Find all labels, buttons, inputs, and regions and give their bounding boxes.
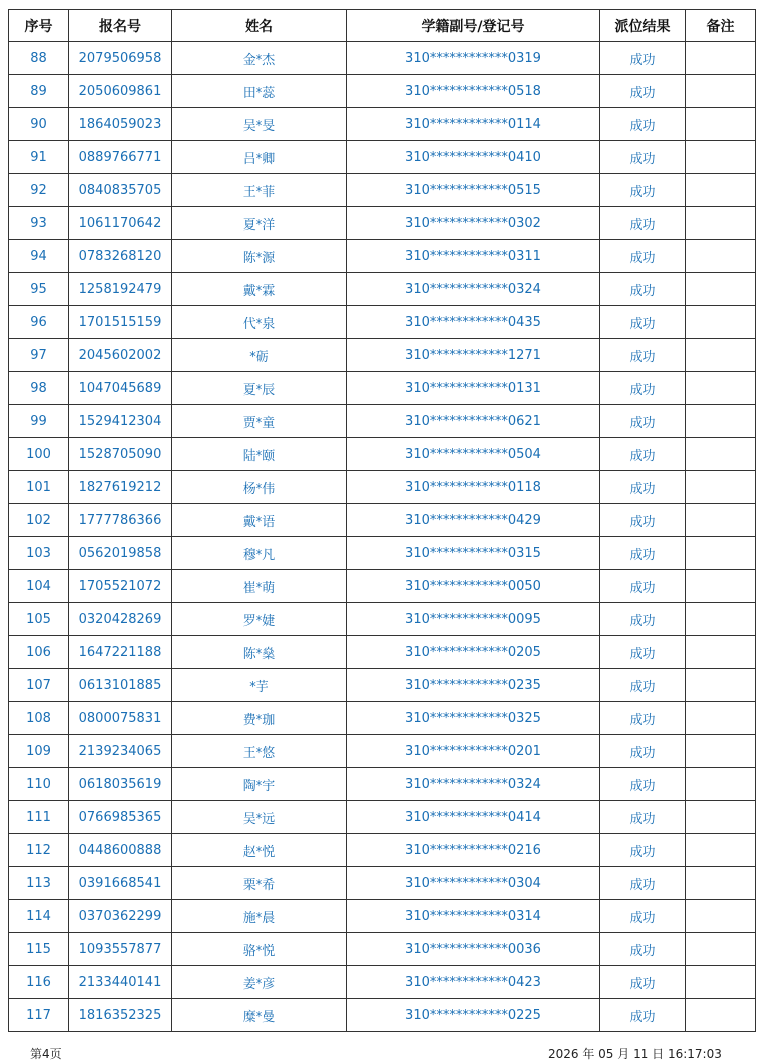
cell-result: 成功 — [600, 42, 686, 75]
cell-name: 吴*远 — [172, 801, 347, 834]
cell-student-id: 310************0504 — [347, 438, 600, 471]
cell-reg-no: 1864059023 — [69, 108, 172, 141]
cell-reg-no: 2045602002 — [69, 339, 172, 372]
cell-note — [686, 504, 756, 537]
cell-student-id: 310************0324 — [347, 273, 600, 306]
cell-name: 穆*凡 — [172, 537, 347, 570]
header-name: 姓名 — [172, 10, 347, 42]
table-row — [9, 735, 756, 768]
cell-note — [686, 207, 756, 240]
cell-seq: 89 — [9, 75, 69, 108]
cell-student-id: 310************0205 — [347, 636, 600, 669]
cell-seq: 115 — [9, 933, 69, 966]
table-row — [9, 966, 756, 999]
header-seq: 序号 — [9, 10, 69, 42]
cell-reg-no: 0800075831 — [69, 702, 172, 735]
table-row — [9, 405, 756, 438]
table-row — [9, 306, 756, 339]
cell-reg-no: 1528705090 — [69, 438, 172, 471]
cell-result: 成功 — [600, 636, 686, 669]
cell-name: 陈*源 — [172, 240, 347, 273]
cell-student-id: 310************0311 — [347, 240, 600, 273]
cell-name: 吕*卿 — [172, 141, 347, 174]
cell-seq: 97 — [9, 339, 69, 372]
cell-note — [686, 471, 756, 504]
cell-reg-no: 0370362299 — [69, 900, 172, 933]
cell-seq: 98 — [9, 372, 69, 405]
cell-seq: 108 — [9, 702, 69, 735]
cell-name: 戴*语 — [172, 504, 347, 537]
cell-result: 成功 — [600, 339, 686, 372]
cell-note — [686, 306, 756, 339]
cell-reg-no: 1047045689 — [69, 372, 172, 405]
cell-student-id: 310************0235 — [347, 669, 600, 702]
cell-name: 费*珈 — [172, 702, 347, 735]
cell-student-id: 310************0118 — [347, 471, 600, 504]
cell-student-id: 310************0304 — [347, 867, 600, 900]
cell-note — [686, 801, 756, 834]
cell-note — [686, 900, 756, 933]
cell-seq: 112 — [9, 834, 69, 867]
cell-result: 成功 — [600, 933, 686, 966]
cell-result: 成功 — [600, 306, 686, 339]
cell-seq: 117 — [9, 999, 69, 1032]
cell-name: 骆*悦 — [172, 933, 347, 966]
cell-note — [686, 537, 756, 570]
cell-result: 成功 — [600, 537, 686, 570]
cell-student-id: 310************0225 — [347, 999, 600, 1032]
cell-seq: 94 — [9, 240, 69, 273]
cell-note — [686, 636, 756, 669]
cell-seq: 114 — [9, 900, 69, 933]
table-row — [9, 273, 756, 306]
cell-student-id: 310************0410 — [347, 141, 600, 174]
cell-reg-no: 0766985365 — [69, 801, 172, 834]
cell-student-id: 310************0131 — [347, 372, 600, 405]
cell-reg-no: 0448600888 — [69, 834, 172, 867]
table-row — [9, 174, 756, 207]
cell-student-id: 310************0435 — [347, 306, 600, 339]
cell-note — [686, 240, 756, 273]
cell-seq: 109 — [9, 735, 69, 768]
cell-reg-no: 1705521072 — [69, 570, 172, 603]
table-row — [9, 768, 756, 801]
cell-result: 成功 — [600, 438, 686, 471]
cell-note — [686, 372, 756, 405]
table-row — [9, 240, 756, 273]
cell-note — [686, 570, 756, 603]
cell-note — [686, 438, 756, 471]
header-result: 派位结果 — [600, 10, 686, 42]
print-timestamp: 2026 年 05 月 11 日 16:17:03 — [548, 1047, 722, 1061]
cell-student-id: 310************0423 — [347, 966, 600, 999]
cell-note — [686, 768, 756, 801]
cell-note — [686, 174, 756, 207]
cell-reg-no: 0613101885 — [69, 669, 172, 702]
cell-name: 崔*萌 — [172, 570, 347, 603]
cell-name: 代*泉 — [172, 306, 347, 339]
cell-note — [686, 603, 756, 636]
cell-reg-no: 0783268120 — [69, 240, 172, 273]
cell-seq: 90 — [9, 108, 69, 141]
table-row — [9, 339, 756, 372]
cell-reg-no: 1258192479 — [69, 273, 172, 306]
cell-name: 陶*宇 — [172, 768, 347, 801]
cell-name: 贾*童 — [172, 405, 347, 438]
cell-student-id: 310************0319 — [347, 42, 600, 75]
cell-name: *砺 — [172, 339, 347, 372]
table-row — [9, 570, 756, 603]
cell-note — [686, 702, 756, 735]
cell-reg-no: 0562019858 — [69, 537, 172, 570]
cell-note — [686, 669, 756, 702]
cell-result: 成功 — [600, 570, 686, 603]
cell-seq: 116 — [9, 966, 69, 999]
table-row — [9, 372, 756, 405]
table-row — [9, 207, 756, 240]
cell-result: 成功 — [600, 273, 686, 306]
cell-result: 成功 — [600, 141, 686, 174]
cell-student-id: 310************0414 — [347, 801, 600, 834]
table-row — [9, 42, 756, 75]
cell-reg-no: 2133440141 — [69, 966, 172, 999]
table-row — [9, 603, 756, 636]
cell-result: 成功 — [600, 174, 686, 207]
cell-reg-no: 0618035619 — [69, 768, 172, 801]
cell-reg-no: 0840835705 — [69, 174, 172, 207]
cell-seq: 106 — [9, 636, 69, 669]
cell-reg-no: 1093557877 — [69, 933, 172, 966]
cell-seq: 103 — [9, 537, 69, 570]
cell-student-id: 310************0036 — [347, 933, 600, 966]
header-note: 备注 — [686, 10, 756, 42]
table-row — [9, 933, 756, 966]
table-row — [9, 867, 756, 900]
cell-result: 成功 — [600, 900, 686, 933]
cell-result: 成功 — [600, 603, 686, 636]
cell-name: 戴*霖 — [172, 273, 347, 306]
cell-student-id: 310************0518 — [347, 75, 600, 108]
cell-seq: 92 — [9, 174, 69, 207]
result-table — [8, 9, 756, 1032]
cell-seq: 105 — [9, 603, 69, 636]
table-row — [9, 801, 756, 834]
cell-result: 成功 — [600, 702, 686, 735]
cell-seq: 111 — [9, 801, 69, 834]
cell-student-id: 310************0114 — [347, 108, 600, 141]
cell-student-id: 310************0621 — [347, 405, 600, 438]
cell-seq: 104 — [9, 570, 69, 603]
cell-note — [686, 933, 756, 966]
cell-student-id: 310************0095 — [347, 603, 600, 636]
cell-name: 陆*颐 — [172, 438, 347, 471]
cell-student-id: 310************0315 — [347, 537, 600, 570]
cell-student-id: 310************0325 — [347, 702, 600, 735]
cell-name: 王*菲 — [172, 174, 347, 207]
cell-name: 陈*燊 — [172, 636, 347, 669]
cell-seq: 96 — [9, 306, 69, 339]
cell-name: 赵*悦 — [172, 834, 347, 867]
cell-student-id: 310************0515 — [347, 174, 600, 207]
cell-reg-no: 2139234065 — [69, 735, 172, 768]
table-row — [9, 636, 756, 669]
cell-seq: 91 — [9, 141, 69, 174]
cell-note — [686, 834, 756, 867]
cell-name: 王*悠 — [172, 735, 347, 768]
cell-reg-no: 0889766771 — [69, 141, 172, 174]
table-row — [9, 108, 756, 141]
cell-note — [686, 867, 756, 900]
cell-student-id: 310************0302 — [347, 207, 600, 240]
cell-name: *芋 — [172, 669, 347, 702]
cell-reg-no: 1827619212 — [69, 471, 172, 504]
cell-result: 成功 — [600, 471, 686, 504]
cell-result: 成功 — [600, 372, 686, 405]
table-row — [9, 438, 756, 471]
cell-seq: 93 — [9, 207, 69, 240]
cell-note — [686, 339, 756, 372]
cell-reg-no: 1647221188 — [69, 636, 172, 669]
cell-seq: 99 — [9, 405, 69, 438]
cell-note — [686, 735, 756, 768]
table-row — [9, 504, 756, 537]
cell-note — [686, 108, 756, 141]
header-reg-no: 报名号 — [69, 10, 172, 42]
cell-reg-no: 0320428269 — [69, 603, 172, 636]
cell-result: 成功 — [600, 75, 686, 108]
table-row — [9, 75, 756, 108]
cell-result: 成功 — [600, 834, 686, 867]
table-row — [9, 834, 756, 867]
cell-reg-no: 0391668541 — [69, 867, 172, 900]
cell-reg-no: 2079506958 — [69, 42, 172, 75]
cell-name: 金*杰 — [172, 42, 347, 75]
cell-result: 成功 — [600, 966, 686, 999]
cell-name: 夏*辰 — [172, 372, 347, 405]
cell-note — [686, 141, 756, 174]
cell-student-id: 310************0429 — [347, 504, 600, 537]
table-header-row — [9, 10, 756, 42]
cell-result: 成功 — [600, 735, 686, 768]
cell-seq: 88 — [9, 42, 69, 75]
cell-seq: 102 — [9, 504, 69, 537]
cell-result: 成功 — [600, 240, 686, 273]
cell-seq: 100 — [9, 438, 69, 471]
cell-name: 夏*洋 — [172, 207, 347, 240]
page-number: 第4页 — [30, 1047, 62, 1061]
cell-student-id: 310************0314 — [347, 900, 600, 933]
cell-result: 成功 — [600, 768, 686, 801]
cell-result: 成功 — [600, 405, 686, 438]
cell-reg-no: 1816352325 — [69, 999, 172, 1032]
cell-result: 成功 — [600, 669, 686, 702]
table-row — [9, 141, 756, 174]
cell-student-id: 310************0201 — [347, 735, 600, 768]
cell-note — [686, 75, 756, 108]
table-row — [9, 471, 756, 504]
cell-result: 成功 — [600, 867, 686, 900]
cell-seq: 95 — [9, 273, 69, 306]
cell-student-id: 310************1271 — [347, 339, 600, 372]
table-row — [9, 702, 756, 735]
cell-name: 栗*希 — [172, 867, 347, 900]
cell-note — [686, 966, 756, 999]
table-row — [9, 537, 756, 570]
table-row — [9, 669, 756, 702]
cell-result: 成功 — [600, 999, 686, 1032]
cell-reg-no: 2050609861 — [69, 75, 172, 108]
cell-name: 杨*伟 — [172, 471, 347, 504]
cell-note — [686, 42, 756, 75]
cell-name: 施*晨 — [172, 900, 347, 933]
cell-note — [686, 273, 756, 306]
cell-reg-no: 1701515159 — [69, 306, 172, 339]
cell-name: 糜*曼 — [172, 999, 347, 1032]
cell-seq: 101 — [9, 471, 69, 504]
cell-name: 姜*彦 — [172, 966, 347, 999]
cell-result: 成功 — [600, 801, 686, 834]
cell-name: 罗*婕 — [172, 603, 347, 636]
cell-reg-no: 1777786366 — [69, 504, 172, 537]
cell-result: 成功 — [600, 207, 686, 240]
cell-note — [686, 999, 756, 1032]
cell-result: 成功 — [600, 504, 686, 537]
cell-student-id: 310************0216 — [347, 834, 600, 867]
cell-note — [686, 405, 756, 438]
cell-student-id: 310************0324 — [347, 768, 600, 801]
table-row — [9, 900, 756, 933]
cell-result: 成功 — [600, 108, 686, 141]
header-student-id: 学籍副号/登记号 — [347, 10, 600, 42]
cell-seq: 107 — [9, 669, 69, 702]
cell-seq: 113 — [9, 867, 69, 900]
cell-seq: 110 — [9, 768, 69, 801]
cell-reg-no: 1529412304 — [69, 405, 172, 438]
cell-name: 吴*旻 — [172, 108, 347, 141]
cell-reg-no: 1061170642 — [69, 207, 172, 240]
cell-name: 田*蕊 — [172, 75, 347, 108]
cell-student-id: 310************0050 — [347, 570, 600, 603]
table-row — [9, 999, 756, 1032]
